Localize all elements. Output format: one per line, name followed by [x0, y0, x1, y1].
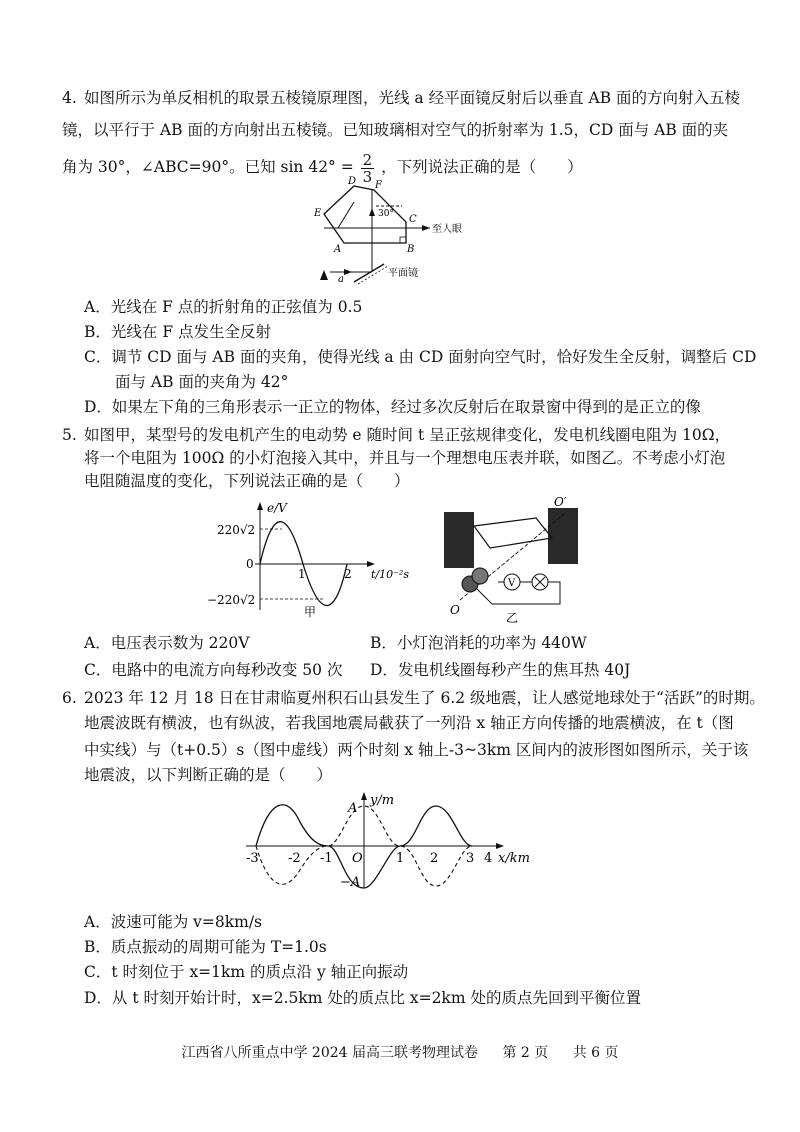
label-D: D [348, 176, 357, 187]
label-angle: 30° [378, 209, 394, 219]
q5-line-1: 如图甲，某型号的发电机产生的电动势 e 随时间 t 呈正弦规律变化，发电机线圈电阻为 10Ω， [84, 426, 731, 444]
q4-line-3-post: ，下列说法正确的是（ ） [381, 158, 583, 176]
footer-title: 江西省八所重点中学 2024 届高三联考物理试卷 [181, 1045, 478, 1061]
label-Oprime: O′ [554, 496, 567, 509]
q6-line-1: 2023 年 12 月 18 日在甘肃临夏州积石山县发生了 6.2 级地震，让人感觉地球处于“活跃”的时期。 [84, 689, 765, 707]
mirror-hatch [358, 266, 388, 284]
label-eye: 至人眼 [432, 224, 462, 235]
label-E: E [314, 208, 322, 219]
emf-t2: 2 [344, 567, 352, 581]
voltmeter-label: V [508, 578, 516, 589]
object-triangle [320, 270, 328, 280]
wave-A: A [348, 801, 358, 816]
q6-line-3: 中实线）与（t+0.5）s（图中虚线）两个时刻 x 轴上-3~3km 区间内的波形图如图所示，关于该 [84, 741, 749, 759]
label-F: F [375, 180, 382, 191]
emf-y-arrow [257, 502, 263, 510]
q6-option-b[interactable]: B．质点振动的周期可能为 T=1.0s [84, 938, 327, 956]
wave-ylabel: y/m [370, 793, 395, 808]
footer-page: 第 2 页 [502, 1045, 549, 1061]
right-angle-mark [400, 237, 406, 243]
q4-line-2: 镜，以平行于 AB 面的方向射出五棱镜。已知玻璃相对空气的折射率为 1.5，CD 面与 AB 面的夹 [62, 121, 729, 139]
q6-line-2: 地震波既有横波，也有纵波，若我国地震局截获了一列沿 x 轴正方向传播的地震横波，在 t（图 [84, 714, 734, 732]
q4-option-c[interactable]: C．调节 CD 面与 AB 面的夹角，使得光线 a 由 CD 面射向空气时，恰好发生全反射，调整后 CD [84, 348, 757, 366]
q4-option-b[interactable]: B．光线在 F 点发生全反射 [84, 323, 271, 341]
q6-number: 6. [62, 689, 77, 707]
wave-tick-m3: -3 [246, 851, 259, 866]
wave-tick-4: 4 [484, 851, 493, 866]
mirror-line [354, 264, 384, 282]
emf-ylabel: e/V [267, 501, 287, 515]
emf-t1: 1 [298, 567, 306, 581]
ray-inner [338, 202, 354, 228]
label-O: O [450, 603, 460, 617]
pentaprism-figure [310, 176, 480, 291]
label-C: C [409, 214, 417, 225]
magnet-right [548, 508, 578, 564]
wave-tick-3: 3 [466, 851, 475, 866]
label-A: A [334, 244, 342, 255]
emf-graph [205, 498, 425, 618]
q5-line-3: 电阻随温度的变化，下列说法正确的是（ ） [84, 472, 410, 490]
page-footer [0, 1042, 800, 1062]
emf-xlabel: t/10⁻²s [371, 568, 409, 581]
ray-arrow-up [369, 208, 375, 216]
q5-option-d[interactable]: D．发电机线圈每秒产生的焦耳热 40J [370, 661, 631, 679]
q6-option-a[interactable]: A．波速可能为 v=8km/s [84, 913, 262, 931]
fraction-denominator: 3 [362, 167, 373, 186]
q4-number: 4. [62, 89, 77, 107]
emf-x-arrow [367, 561, 375, 567]
coil-frame [474, 518, 552, 548]
wave-tick-m1: -1 [320, 851, 333, 866]
emf-ymin: −220√2 [207, 593, 256, 607]
fraction-numerator: 2 [362, 150, 373, 169]
q4-option-d[interactable]: D．如果左下角的三角形表示一正立的物体，经过多次反射后在取景窗中得到的是正立的像 [84, 398, 701, 416]
q5-option-c[interactable]: C．电路中的电流方向每秒改变 50 次 [84, 661, 343, 679]
q5-line-2: 将一个电阻为 100Ω 的小灯泡接入其中，并且与一个理想电压表并联，如图乙。不考虑小灯泡 [84, 449, 726, 467]
slip-ring-2 [472, 568, 488, 584]
label-B: B [407, 244, 415, 255]
q5-option-b[interactable]: B．小灯泡消耗的功率为 440W [370, 634, 587, 652]
wave-negA: −A [340, 875, 361, 890]
q5-number: 5. [62, 426, 77, 444]
q4-option-c-cont: 面与 AB 面的夹角为 42° [84, 373, 289, 391]
q6-line-4: 地震波，以下判断正确的是（ ） [84, 766, 333, 784]
emf-caption: 甲 [304, 605, 317, 618]
ray-arrow-right [422, 225, 430, 231]
wave-graph [240, 790, 540, 892]
q6-option-c[interactable]: C．t 时刻位于 x=1km 的质点沿 y 轴正向振动 [84, 963, 409, 981]
wave-xlabel: x/km [498, 851, 530, 866]
label-mirror: 平面镜 [388, 268, 418, 279]
q4-line-1: 如图所示为单反相机的取景五棱镜原理图，光线 a 经平面镜反射后以垂直 AB 面的方向射入五棱 [84, 89, 741, 107]
q4-option-a[interactable]: A．光线在 F 点的折射角的正弦值为 0.5 [84, 298, 363, 316]
emf-zero: 0 [246, 557, 254, 571]
q6-option-d[interactable]: D．从 t 时刻开始计时，x=2.5km 处的质点比 x=2km 处的质点先回到平衡位置 [84, 989, 641, 1007]
wave-tick-O: O [352, 851, 363, 866]
wave-tick-m2: -2 [288, 851, 301, 866]
generator-figure [440, 496, 590, 624]
wave-x-arrow [496, 843, 504, 849]
wave-y-arrow [361, 792, 367, 800]
magnet-left [444, 512, 474, 568]
wave-tick-1: 1 [396, 851, 405, 866]
generator-caption: 乙 [506, 611, 519, 624]
q5-option-a[interactable]: A．电压表示数为 220V [84, 634, 250, 652]
emf-ymax: 220√2 [217, 523, 256, 537]
q4-line-3-pre: 角为 30°，∠ABC=90°。已知 sin 42° = [62, 158, 354, 176]
label-a: a [338, 274, 344, 285]
footer-total: 共 6 页 [572, 1045, 619, 1061]
wave-tick-2: 2 [430, 851, 439, 866]
ray-arrow-a [344, 269, 352, 275]
